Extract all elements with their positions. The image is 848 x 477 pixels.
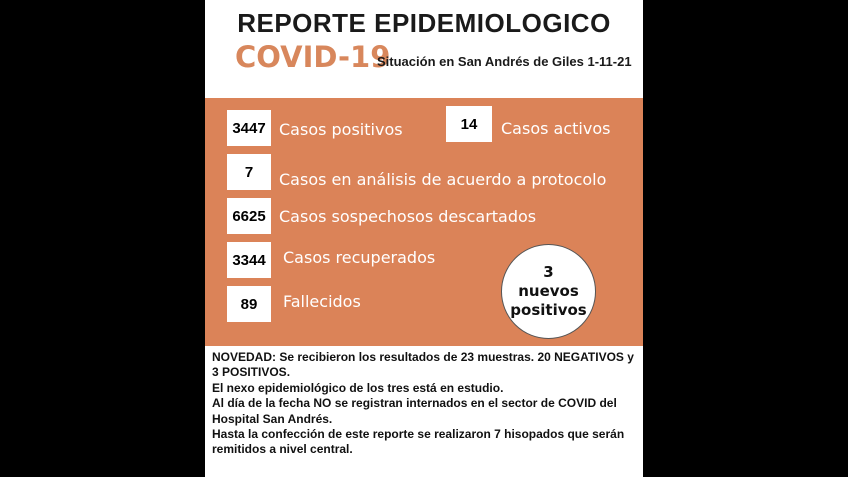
descartados-value: 6625 (227, 198, 271, 234)
analisis-value: 7 (227, 154, 271, 190)
recuperados-value: 3344 (227, 242, 271, 278)
note-line: Hasta la confección de este reporte se realizaron 7 hisopados que serán remitidos a nivel central. (212, 427, 625, 457)
positivos-value: 3447 (227, 110, 271, 146)
fallecidos-value: 89 (227, 286, 271, 322)
new-positives-line2: positivos (510, 301, 587, 319)
activos-label: Casos activos (501, 119, 611, 138)
notes-block (212, 350, 640, 458)
note-line: Al día de la fecha NO se registran internados en el sector de COVID del Hospital San Andrés. (212, 396, 617, 426)
new-positives-line1: nuevos (518, 282, 579, 300)
fallecidos-label: Fallecidos (283, 292, 361, 311)
report-title: REPORTE EPIDEMIOLOGICO (237, 8, 611, 38)
report-sheet (205, 0, 643, 477)
new-positives-number: 3 (543, 263, 554, 281)
note-line: NOVEDAD: Se recibieron los resultados de 23 muestras. 20 NEGATIVOS y 3 POSITIVOS. (212, 350, 634, 380)
covid-label: COVID-19 (235, 40, 391, 74)
recuperados-label: Casos recuperados (283, 248, 436, 267)
stats-panel (205, 98, 643, 346)
positivos-label: Casos positivos (279, 120, 403, 139)
activos-value: 14 (446, 106, 492, 142)
situation-date: Situación en San Andrés de Giles 1-11-21 (377, 54, 632, 69)
new-positives-badge (501, 244, 596, 339)
analisis-label: Casos en análisis de acuerdo a protocolo (279, 170, 607, 189)
descartados-label: Casos sospechosos descartados (279, 207, 537, 226)
note-line: El nexo epidemiológico de los tres está en estudio. (212, 380, 504, 395)
